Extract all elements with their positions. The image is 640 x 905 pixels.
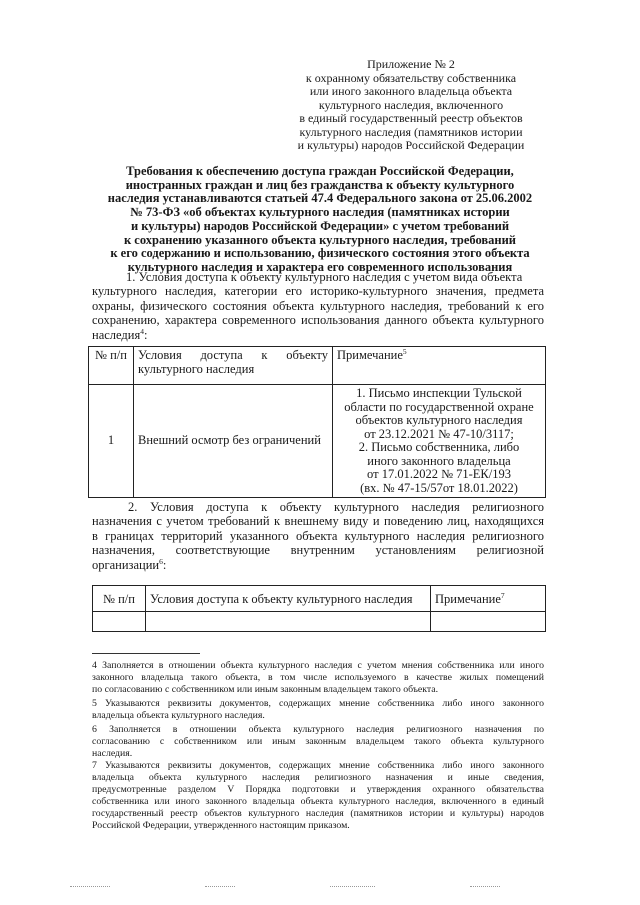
table-row <box>89 385 546 498</box>
footnote-line: Российской Федерации, утвержденного настоящим приказом. <box>92 820 350 831</box>
section-2-paragraph <box>92 500 544 572</box>
footnote-line: законного владельца такого объекта, в том числе используемого в качестве жилых помещений <box>92 672 544 683</box>
footnote-line: по согласованию с собственником или иным законным владельцем такого объекта. <box>92 684 439 695</box>
empty-cell <box>146 612 431 632</box>
heading-line: к сохранению указанного объекта культурного наследия, требований <box>123 232 516 247</box>
header-num: № п/п <box>89 347 134 385</box>
footnote-4 <box>92 660 544 696</box>
footnote-ref-7: 7 <box>500 590 505 600</box>
note-line: 1. Письмо инспекции Тульской <box>356 386 522 400</box>
header-note-text: Примечание <box>435 591 501 606</box>
footnote-5 <box>92 698 544 722</box>
appendix-line: или иного законного владельца объекта <box>309 84 513 98</box>
footnote-7 <box>92 760 544 832</box>
note-line: области по государственной охране <box>344 399 534 414</box>
footnote-divider <box>92 653 200 654</box>
appendix-line: культурного наследия (памятников истории <box>299 124 523 139</box>
footnote-line: государственный реестр объектов культурного наследия (памятников истории и культуры) народов <box>92 808 544 819</box>
table-header-row <box>89 347 546 385</box>
paragraph-line: 1. Условия доступа к объекту культурного наследия с учетом вида объекта <box>126 270 523 284</box>
footnote-line: 6 Заполняется в отношении объекта культурного наследия религиозного назначения по <box>92 724 544 735</box>
header-conditions: Условия доступа к объекту культурного наследия <box>146 586 431 612</box>
footnote-line: владельца объекта культурного наследия. <box>92 710 265 721</box>
header-note <box>431 586 546 612</box>
note-line: от 23.12.2021 № 47-10/3117; <box>364 426 514 441</box>
paragraph-line: охраны, физического состояния объекта культурного наследия, требований к его <box>92 298 544 313</box>
appendix-line: и культуры) народов Российской Федерации <box>297 138 525 152</box>
footnote-ref-5: 5 <box>402 346 407 356</box>
header-note <box>333 347 546 385</box>
appendix-title: Приложение № 2 <box>367 57 455 71</box>
row-note <box>333 385 546 498</box>
footnote-ref-6: 6 <box>159 556 163 566</box>
scan-artifact <box>470 886 500 889</box>
religious-access-table <box>92 585 546 632</box>
note-line: объектов культурного наследия <box>355 413 523 427</box>
footnote-line: согласованию с собственником или иным законным владельцем такого объекта культурного <box>92 736 544 747</box>
note-line: иного законного владельца <box>367 453 511 468</box>
table-row-empty <box>93 612 546 632</box>
paragraph-line: сохранению, характера современного использования данного объекта культурного <box>92 313 544 328</box>
empty-cell <box>93 612 146 632</box>
section-1-paragraph <box>92 270 544 342</box>
document-heading <box>80 165 560 275</box>
paragraph-text: : <box>143 327 148 342</box>
paragraph-last-line <box>92 558 544 572</box>
heading-line: культурного наследия и характера его современного использования <box>127 259 513 274</box>
scan-artifact <box>70 886 110 889</box>
row-condition: Внешний осмотр без ограничений <box>134 385 333 498</box>
header-line2: культурного наследия <box>138 361 255 376</box>
paragraph-line: назначения с учетом требований к внешнему виду и поведению лиц, находящихся <box>92 514 544 529</box>
heading-line: Требования к обеспечению доступа граждан Российской Федерации, <box>126 164 514 178</box>
appendix-line: культурного наследия, включенного <box>318 97 504 112</box>
paragraph-text: наследия <box>92 327 141 342</box>
paragraph-text: : <box>162 557 167 572</box>
heading-line: к его содержанию и использованию, физического состояния этого объекта <box>110 246 530 261</box>
header-word: объекту <box>286 348 328 362</box>
footnote-line: 7 Указываются реквизиты документов, содержащих мнение собственника либо иного законного <box>92 760 544 771</box>
scan-artifact <box>205 886 235 889</box>
appendix-line: к охранному обязательству собственника <box>305 70 517 85</box>
heading-line: № 73-ФЗ «об объектах культурного наследия (памятниках истории <box>130 205 510 220</box>
header-word: Условия <box>138 348 182 362</box>
note-line: (вх. № 47-15/57от 18.01.2022) <box>360 480 518 495</box>
header-conditions <box>134 347 333 385</box>
header-num: № п/п <box>93 586 146 612</box>
heading-line: и культуры) народов Российской Федерации» с учетом требований <box>130 218 510 233</box>
note-line: 2. Письмо собственника, либо <box>358 440 520 454</box>
appendix-header <box>262 58 560 153</box>
footnote-ref-4: 4 <box>140 326 144 336</box>
paragraph-line: назначения, соответствующие внутренним установлениям религиозной <box>92 543 544 558</box>
footnote-line: владельца объекта культурного наследия религиозного назначения и иные сведения, <box>92 772 544 783</box>
empty-cell <box>431 612 546 632</box>
paragraph-line: в границах территорий указанного объекта культурного наследия религиозного <box>92 528 544 543</box>
footnote-line: наследия. <box>92 748 133 759</box>
appendix-line: в единый государственный реестр объектов <box>299 111 523 125</box>
paragraph-line: 2. Условия доступа к объекту культурного наследия религиозного <box>128 500 544 514</box>
header-note-text: Примечание <box>337 348 403 362</box>
footnote-line: предусмотренные разделом V Порядка подготовки и утверждения охранного обязательства <box>92 784 544 795</box>
paragraph-last-line <box>92 328 544 342</box>
note-line: от 17.01.2022 № 71-ЕК/193 <box>367 467 511 481</box>
footnote-line: 4 Заполняется в отношении объекта культурного наследия с учетом мнения собственника или иного <box>92 660 544 671</box>
access-conditions-table <box>88 346 546 498</box>
heading-line: наследия устанавливаются статьей 47.4 Федерального закона от 25.06.2002 <box>107 191 533 206</box>
scan-artifact <box>330 886 375 889</box>
header-word: к <box>261 348 268 362</box>
heading-line: иностранных граждан и лиц без гражданства к объекту культурного <box>125 177 515 192</box>
header-word: доступа <box>200 348 243 362</box>
footnote-6 <box>92 724 544 760</box>
table-header-row <box>93 586 546 612</box>
paragraph-text: организации <box>92 557 160 572</box>
paragraph-line: культурного наследия, категории его историко-культурного значения, предмета <box>92 284 544 299</box>
footnote-line: собственника или иного законного владельца объекта культурного наследия, включенного в единый <box>92 796 544 807</box>
footnote-line: 5 Указываются реквизиты документов, содержащих мнение собственника либо иного законного <box>92 698 544 709</box>
row-num: 1 <box>89 385 134 498</box>
